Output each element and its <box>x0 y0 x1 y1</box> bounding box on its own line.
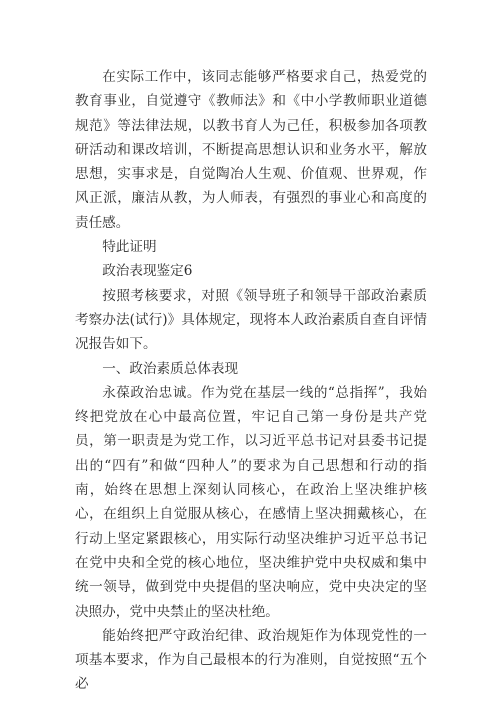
document-body <box>75 65 427 697</box>
section-title-political-appraisal: 政治表现鉴定6 <box>102 263 193 280</box>
paragraph-political-loyalty: 永葆政治忠诚。作为党在基层一线的“总指挥”，我始终把党放在心中最高位置，牢记自己第一身份是共产党员，第一职责是为党工作，以习近平总书记对县委书记提出的“四有”和做“四种人”的要求为自己思想和行动的指南，始终在思想上深刻认同核心，在政治上坚决维护核心，在组织上自觉服从核心，在感情上坚决拥戴核心，在行动上坚定紧跟核心，用实际行动坚决维护习近平总书记在党中央和全党的核心地位，坚决维护党中央权威和集中统一领导，做到党中央提倡的坚决响应，党中央决定的坚决照办，党中央禁止的坚决杜绝。 <box>75 384 427 620</box>
paragraph-political-discipline: 能始终把严守政治纪律、政治规矩作为体现党性的一项基本要求，作为自己最根本的行为准则，自觉按照“五个必 <box>75 627 427 693</box>
paragraph-work-performance: 在实际工作中，该同志能够严格要求自己，热爱党的教育事业，自觉遵守《教师法》和《中小学教师职业道德规范》等法律法规，以教书育人为己任，积极参加各项教研活动和课改培训，不断提高思想认识和业务水平，解放思想，实事求是，自觉陶冶人生观、价值观、世界观，作风正派，廉洁从教，为人师表，有强烈的事业心和高度的责任感。 <box>75 69 427 231</box>
paragraph-certification: 特此证明 <box>102 239 157 256</box>
section-heading-overall: 一、政治素质总体表现 <box>102 360 239 377</box>
paragraph-intro: 按照考核要求，对照《领导班子和领导干部政治素质考察办法(试行)》具体规定，现将本人政治素质自查自评情况报告如下。 <box>75 287 427 353</box>
